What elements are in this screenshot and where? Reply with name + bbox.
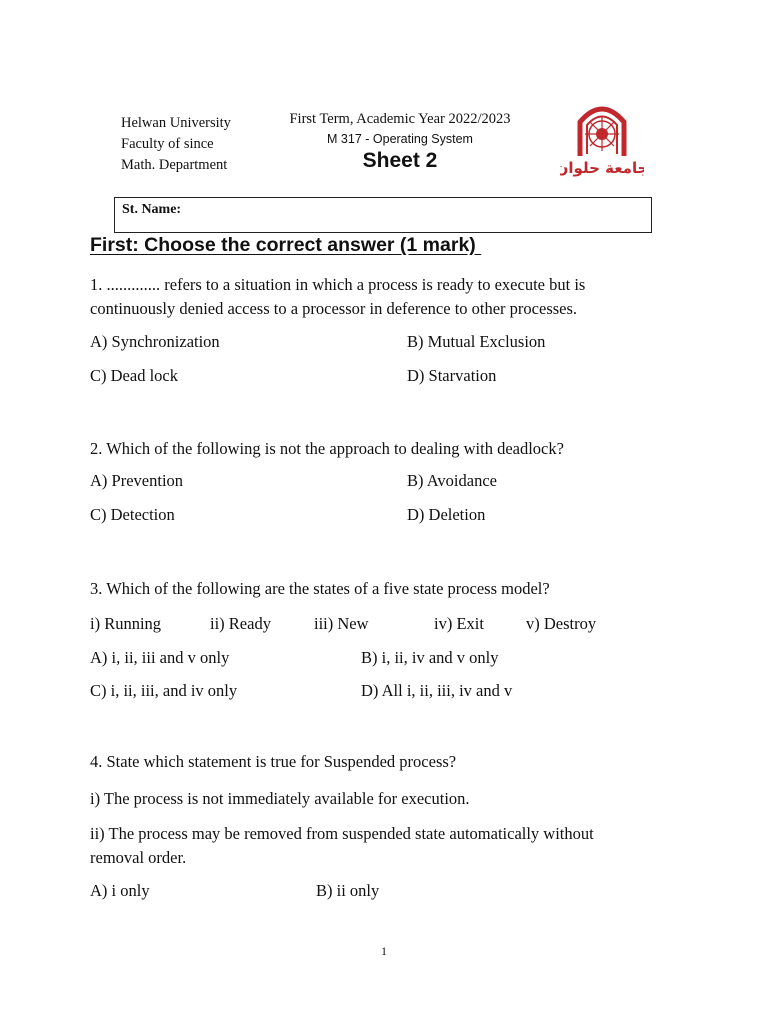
question-1-option-c: C) Dead lock	[90, 366, 178, 385]
faculty-name: Faculty of since	[121, 136, 214, 152]
question-3-item: iv) Exit	[434, 614, 484, 633]
question-4-statement: ii) The process may be removed from suspended state automatically without removal order.	[90, 824, 594, 867]
question-4-text: 4. State which statement is true for Suspended process?	[90, 752, 457, 771]
student-name-label: St. Name:	[122, 202, 182, 217]
question-3-option-d: D) All i, ii, iii, iv and v	[361, 681, 513, 700]
university-logo	[560, 100, 644, 178]
question-2-option-c: C) Detection	[90, 505, 175, 524]
logo-text: جامعة حلوان	[560, 159, 644, 177]
term-line: First Term, Academic Year 2022/2023	[289, 111, 511, 127]
question-3-option-a: A) i, ii, iii and v only	[90, 648, 230, 667]
question-3-item: iii) New	[314, 614, 369, 633]
university-name: Helwan University	[121, 115, 231, 131]
question-3-item: ii) Ready	[210, 614, 271, 633]
question-2-text: 2. Which of the following is not the approach to dealing with deadlock?	[90, 439, 564, 458]
question-4-option-a: A) i only	[90, 881, 150, 900]
question-4-option-b: B) ii only	[316, 881, 380, 900]
student-name-box[interactable]	[114, 197, 652, 233]
question-4-statement: i) The process is not immediately available for execution.	[90, 789, 470, 808]
question-2-option-d: D) Deletion	[407, 505, 486, 524]
question-2-option-b: B) Avoidance	[407, 471, 497, 490]
page-number: 1	[381, 944, 387, 958]
course-line: M 317 - Operating System	[327, 132, 473, 146]
question-3-option-c: C) i, ii, iii, and iv only	[90, 681, 238, 700]
question-3-text: 3. Which of the following are the states of a five state process model?	[90, 579, 550, 598]
question-3-item: v) Destroy	[526, 614, 597, 633]
question-1-text: 1. ............. refers to a situation in which a process is ready to execute but is continuously denied access to a processor in deference to other processes.	[90, 275, 586, 318]
sheet-title: Sheet 2	[362, 149, 438, 172]
section-title: First: Choose the correct answer (1 mark)	[90, 234, 482, 256]
question-1-option-a: A) Synchronization	[90, 332, 220, 351]
question-3-option-b: B) i, ii, iv and v only	[361, 648, 499, 667]
question-1-option-b: B) Mutual Exclusion	[407, 332, 546, 351]
question-1-option-d: D) Starvation	[407, 366, 497, 385]
department-name: Math. Department	[121, 157, 228, 173]
question-3-item: i) Running	[90, 614, 162, 633]
question-2-option-a: A) Prevention	[90, 471, 184, 490]
university-logo-icon	[560, 100, 644, 178]
